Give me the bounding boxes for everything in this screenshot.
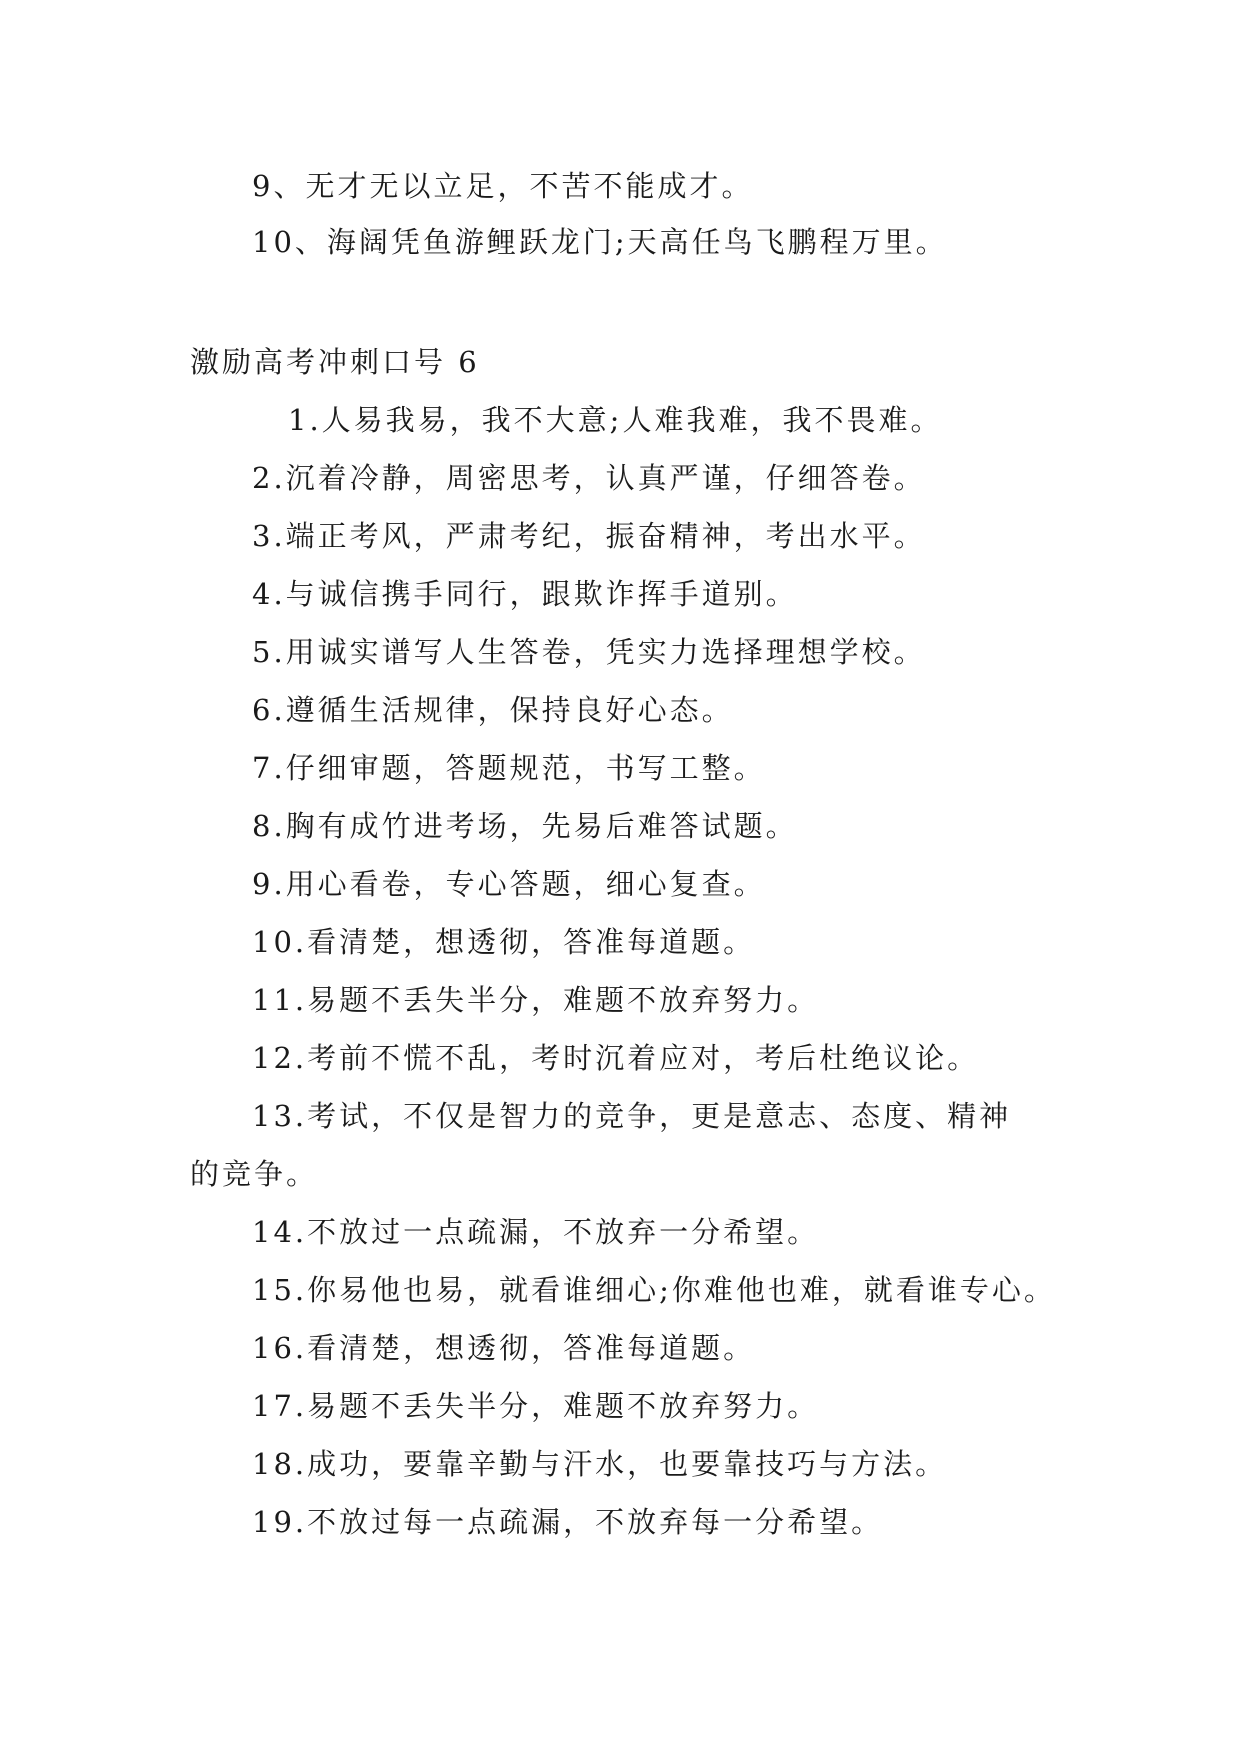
section-title: 激励高考冲刺口号 6 — [190, 345, 480, 379]
list-item-continuation: 的竞争。 — [190, 1157, 319, 1191]
list-item: 19.不放过每一点疏漏，不放弃每一分希望。 — [252, 1505, 884, 1539]
list-item: 18.成功，要靠辛勤与汗水，也要靠技巧与方法。 — [252, 1447, 948, 1481]
list-item: 5.用诚实谱写人生答卷，凭实力选择理想学校。 — [252, 635, 926, 669]
list-item: 17.易题不丢失半分，难题不放弃努力。 — [252, 1389, 820, 1423]
list-item: 11.易题不丢失半分，难题不放弃努力。 — [252, 983, 820, 1017]
list-item: 13.考试，不仅是智力的竞争，更是意志、态度、精神 — [252, 1099, 1012, 1133]
list-item: 7.仔细审题，答题规范，书写工整。 — [252, 751, 766, 785]
list-item: 6.遵循生活规律，保持良好心态。 — [252, 693, 734, 727]
list-item: 10、海阔凭鱼游鲤跃龙门;天高任鸟飞鹏程万里。 — [252, 225, 948, 259]
list-item: 3.端正考风，严肃考纪，振奋精神，考出水平。 — [252, 519, 926, 553]
list-item: 2.沉着冷静，周密思考，认真严谨，仔细答卷。 — [252, 461, 926, 495]
list-item: 10.看清楚，想透彻，答准每道题。 — [252, 925, 756, 959]
list-item: 12.考前不慌不乱，考时沉着应对，考后杜绝议论。 — [252, 1041, 980, 1075]
list-item: 14.不放过一点疏漏，不放弃一分希望。 — [252, 1215, 820, 1249]
list-item: 9、无才无以立足，不苦不能成才。 — [252, 169, 754, 203]
list-item: 4.与诚信携手同行，跟欺诈挥手道别。 — [252, 577, 798, 611]
list-item: 16.看清楚，想透彻，答准每道题。 — [252, 1331, 756, 1365]
list-item: 1.人易我易，我不大意;人难我难，我不畏难。 — [288, 403, 943, 437]
list-item: 9.用心看卷，专心答题，细心复查。 — [252, 867, 766, 901]
list-item: 15.你易他也易，就看谁细心;你难他也难，就看谁专心。 — [252, 1273, 1056, 1307]
list-item: 8.胸有成竹进考场，先易后难答试题。 — [252, 809, 798, 843]
